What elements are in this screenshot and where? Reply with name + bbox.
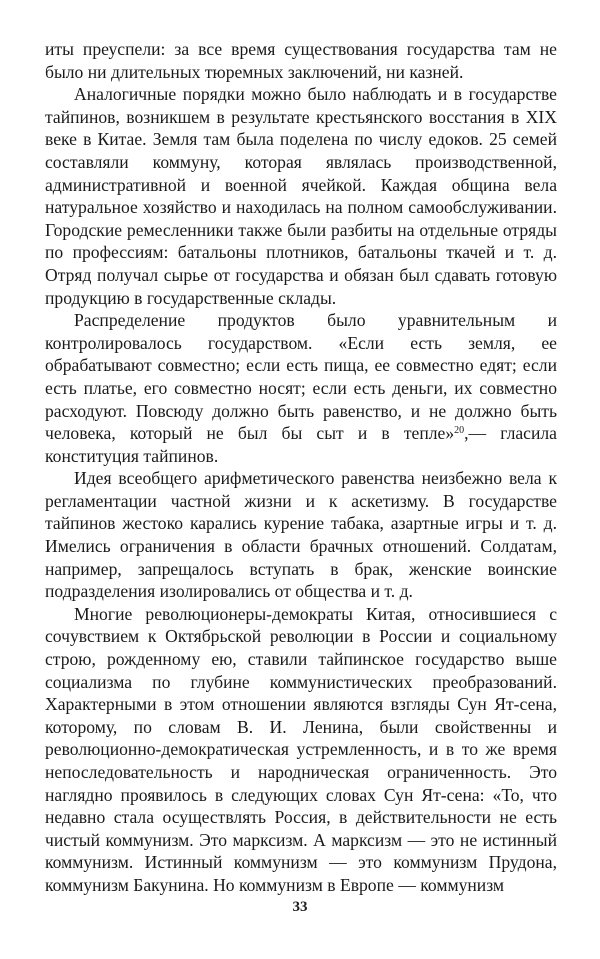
footnote-marker: 20 [454,425,465,437]
distribution-text-end: ,— гласила конституция тайпинов. [45,423,557,466]
paragraph-sun-yat-sen: Многие революционеры-демократы Китая, относившиеся с сочувствием к Октябрьской революции в России и социальному строю, рожденному ею, ставили тайпинское государство выше социализма по глубине коммунистических преобразований. Характерными в этом отношении являются взгляды Сун Ят-сена, которому, по словам В. И. Ленина, были свойственны и революционно-демократическая устремленность, и в то же время непоследовательность и народническая ограниченность. Это наглядно проявилось в следующих словах Сун Ят-сена: «То, что недавно стала осуществлять Россия, в действительности не есть чистый коммунизм. Это марксизм. А марксизм — это не истинный коммунизм. Истинный коммунизм — это коммунизм Прудона, коммунизм Бакунина. Но коммунизм в Европе — коммунизм [45,603,557,895]
distribution-text: Распределение продуктов было уравнительным и контролировалось государством. «Если есть земля, ее обрабатывают совместно; если есть пища, ее совместно едят; если есть платье, его совместно носят; если есть деньги, их совместно расходуют. Повсюду должно быть равенство, и не должно быть человека, который не был бы сыт и в тепле» [45,310,557,444]
paragraph-continuation: иты преуспели: за все время существования государства там не было ни длительных тюремных заключений, ни казней. [45,39,557,82]
paragraph-equality-idea: Идея всеобщего арифметического равенства неизбежно вела к регламентации частной жизни и к аскетизму. В государстве тайпинов жестоко карались курение табака, азартные игры и т. д. Имелись ограничения в области брачных отношений. Солдатам, например, запрещалось вступать в брак, женские воинские подразделения изолировались от общества и т. д. [45,468,557,602]
paragraph-distribution [45,309,557,467]
page-number: 33 [292,899,308,915]
page-body [45,38,557,897]
paragraph-taiping-state: Аналогичные порядки можно было наблюдать и в государстве тайпинов, возникшем в результате крестьянского восстания в XIX веке в Китае. Земля там была поделена по числу едоков. 25 семей составляли коммуну, которая являлась производственной, административной и военной ячейкой. Каждая община вела натуральное хозяйство и находилась на полном самообслуживании. Городские ремесленники также были разбиты на отдельные отряды по профессиям: батальоны плотников, батальоны ткачей и т. д. Отряд получал сырье от государства и обязан был сдавать готовую продукцию в государственные склады. [45,84,557,308]
